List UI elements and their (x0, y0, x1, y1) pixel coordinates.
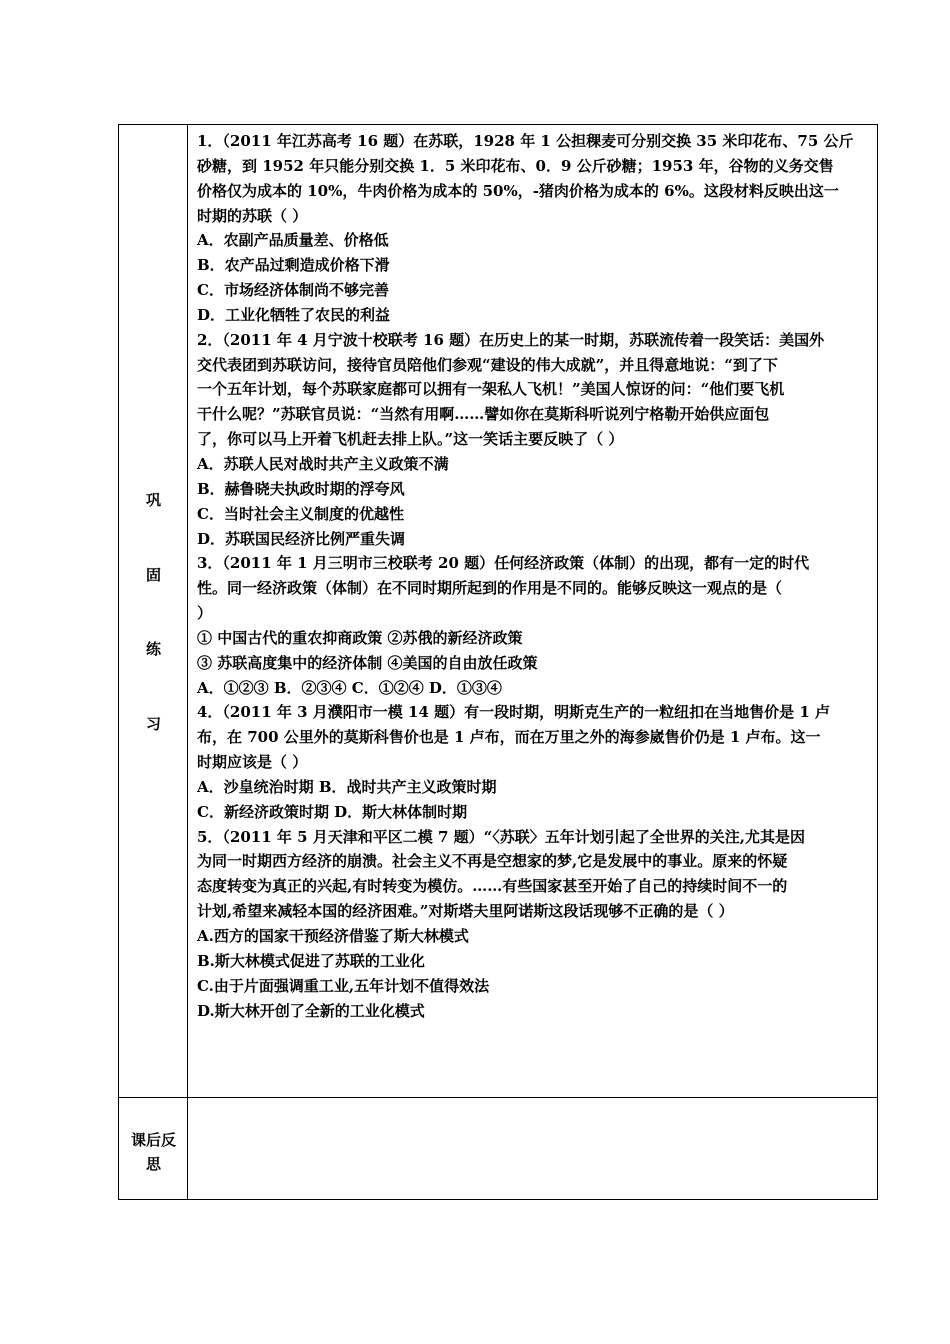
question-line: 砂糖，到 1952 年只能分别交换 1．5 米印花布、0．9 公斤砂糖；1953 年，谷物的义务交售 (197, 156, 834, 175)
reflection-label-line: 课后反 (130, 1131, 176, 1149)
question-line: 了，你可以马上开着飞机赶去排上队。”这一笑话主要反映了（ ） (197, 430, 624, 449)
reflection-label (119, 1128, 188, 1176)
question-line: 交代表团到苏联访问，接待官员陪他们参观“建设的伟大成就”，并且得意地说：“到了下 (197, 355, 778, 374)
reflection-label-cell (119, 1098, 188, 1199)
question-line: A．农副产品质量差、价格低 (197, 231, 389, 250)
practice-label-cell (119, 125, 188, 1097)
question-line: 1．（2011 年江苏高考 16 题）在苏联，1928 年 1 公担稞麦可分别交换 35 米印花布、75 公斤 (197, 132, 854, 150)
question-line: 2．（2011 年 4 月宁波十校联考 16 题）在历史上的某一时期，苏联流传着一段笑话：美国外 (197, 330, 825, 349)
question-line: A．苏联人民对战时共产主义政策不满 (197, 454, 449, 473)
question-line: 态度转变为真正的兴起,有时转变为模仿。……有些国家甚至开始了自己的持续时间不一的 (197, 877, 788, 896)
question-line: 干什么呢？”苏联官员说：“当然有用啊……譬如你在莫斯科听说列宁格勒开始供应面包 (197, 405, 770, 424)
question-line: 性。同一经济政策（体制）在不同时期所起到的作用是不同的。能够反映这一观点的是（ (197, 579, 783, 598)
question-line: C.由于片面强调重工业,五年计划不值得效法 (197, 976, 490, 995)
question-line: 为同一时期西方经济的崩溃。社会主义不再是空想家的梦,它是发展中的事业。原来的怀疑 (197, 852, 788, 871)
question-line: A．①②③ B．②③④ C．①②④ D．①③④ (197, 678, 502, 697)
question-line: 时期的苏联（ ） (197, 206, 308, 225)
practice-label-char: 巩 (145, 491, 161, 509)
question-line: ① 中国古代的重农抑商政策 ②苏俄的新经济政策 (197, 628, 523, 647)
question-line: D．苏联国民经济比例严重失调 (197, 529, 406, 548)
question-line: 一个五年计划，每个苏联家庭都可以拥有一架私人飞机！”美国人惊讶的问：“他们要飞机 (197, 380, 785, 399)
question-line: B．赫鲁晓夫执政时期的浮夸风 (197, 479, 405, 498)
practice-label-char: 练 (145, 640, 161, 658)
reflection-row (119, 1098, 877, 1199)
question-line: C．当时社会主义制度的优越性 (197, 504, 404, 523)
question-line: A．沙皇统治时期 B．战时共产主义政策时期 (197, 777, 497, 796)
question-line: A.西方的国家干预经济借鉴了斯大林模式 (197, 927, 469, 945)
practice-label-char: 固 (145, 566, 161, 584)
question-line: 布，在 700 公里外的莫斯科售价也是 1 卢布，而在万里之外的海参崴售价仍是 1 卢布。这一 (197, 728, 821, 747)
question-line: 5．（2011 年 5 月天津和平区二模 7 题）“〈苏联〉五年计划引起了全世界的关注,尤其是因 (197, 827, 806, 846)
question-line: B．农产品过剩造成价格下滑 (197, 256, 390, 275)
question-line: B.斯大林模式促进了苏联的工业化 (197, 951, 425, 970)
worksheet-table (118, 124, 878, 1200)
question-line: C．新经济政策时期 D．斯大林体制时期 (197, 802, 468, 821)
practice-label-char: 习 (145, 715, 161, 733)
question-line: ③ 苏联高度集中的经济体制 ④美国的自由放任政策 (197, 653, 538, 672)
question-line: 计划,希望来减轻本国的经济困难。”对斯塔夫里阿诺斯这段话现够不正确的是（ ） (197, 902, 734, 921)
practice-row (119, 125, 877, 1098)
reflection-label-line: 思 (145, 1155, 161, 1173)
question-line: 价格仅为成本的 10%，牛肉价格为成本的 50%，-猪肉价格为成本的 6%。这段材料反映出这一 (197, 181, 839, 200)
question-line: C．市场经济体制尚不够完善 (197, 281, 389, 300)
question-line: ） (197, 604, 213, 623)
question-line: 3．（2011 年 1 月三明市三校联考 20 题）任何经济政策（体制）的出现，都有一定的时代 (197, 554, 810, 573)
question-line: D．工业化牺牲了农民的利益 (197, 305, 391, 324)
practice-questions (197, 129, 872, 1023)
question-line: 4．（2011 年 3 月濮阳市一模 14 题）有一段时期，明斯克生产的一粒纽扣在当地售价是 1 卢 (197, 703, 830, 722)
question-line: D.斯大林开创了全新的工业化模式 (197, 1001, 425, 1020)
question-line: 时期应该是（ ） (197, 753, 308, 772)
